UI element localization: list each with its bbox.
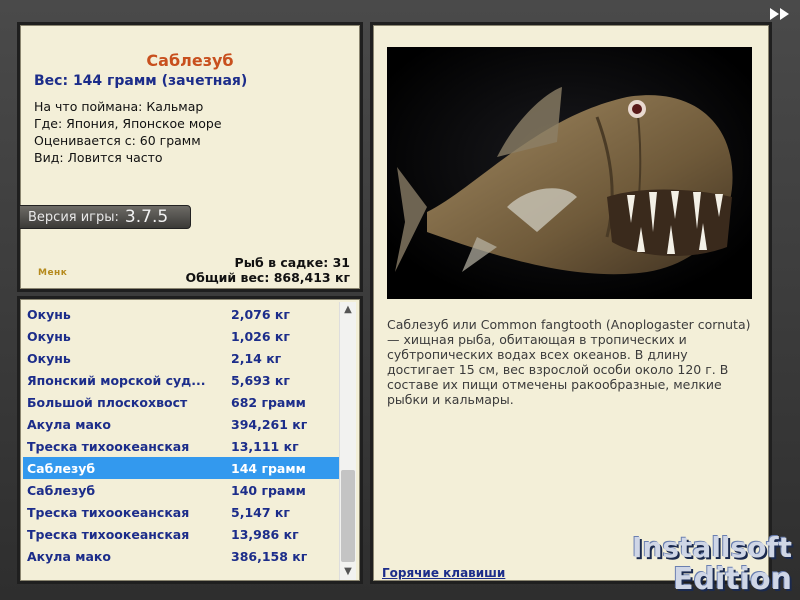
fish-in-tank: Рыб в садке: 31 bbox=[234, 255, 350, 270]
rated-from: Оценивается с: 60 грамм bbox=[34, 133, 201, 148]
watermark-line1: Installsoft bbox=[632, 531, 792, 564]
catch-fish-name: Окунь bbox=[27, 306, 71, 322]
scroll-down-icon[interactable]: ▼ bbox=[344, 566, 352, 577]
catch-list-row[interactable] bbox=[23, 369, 340, 391]
catch-list-row[interactable] bbox=[23, 391, 340, 413]
catch-fish-name: Треска тихоокеанская bbox=[27, 504, 190, 520]
catch-fish-weight: 13,986 кг bbox=[231, 526, 299, 542]
catch-fish-weight: 2,14 кг bbox=[231, 350, 282, 366]
catch-list-row[interactable] bbox=[23, 325, 340, 347]
catch-list-panel bbox=[17, 296, 363, 584]
scrollbar-thumb[interactable] bbox=[341, 470, 355, 562]
tank-stats bbox=[186, 255, 351, 285]
version-badge bbox=[19, 205, 191, 229]
catch-fish-name: Японский морской суд... bbox=[27, 372, 206, 388]
catch-fish-weight: 5,147 кг bbox=[231, 504, 290, 520]
fish-weight: Вес: 144 грамм (зачетная) bbox=[34, 73, 248, 89]
caught-on: На что поймана: Кальмар bbox=[34, 99, 204, 114]
catch-fish-weight: 386,158 кг bbox=[231, 548, 308, 564]
total-weight: Общий вес: 868,413 кг bbox=[185, 270, 350, 285]
catch-list bbox=[23, 303, 340, 567]
watermark-line2: Edition bbox=[673, 562, 792, 597]
installsoft-watermark bbox=[632, 532, 792, 596]
catch-fish-weight: 2,076 кг bbox=[231, 306, 290, 322]
catch-fish-name: Большой плоскохвост bbox=[27, 394, 188, 410]
hotkeys-link[interactable]: Горячие клавиши bbox=[382, 566, 506, 580]
catch-location: Где: Япония, Японское море bbox=[34, 116, 222, 131]
fish-properties bbox=[34, 98, 222, 166]
catch-list-row[interactable] bbox=[23, 523, 340, 545]
fish-title: Саблезуб bbox=[146, 51, 234, 70]
catch-fish-weight: 5,693 кг bbox=[231, 372, 290, 388]
version-label: Версия игры: bbox=[28, 209, 119, 225]
catch-list-row[interactable] bbox=[23, 347, 340, 369]
catch-fish-name: Саблезуб bbox=[27, 460, 96, 476]
version-number: 3.7.5 bbox=[124, 207, 169, 227]
catch-fish-weight: 394,261 кг bbox=[231, 416, 308, 432]
catch-list-row[interactable] bbox=[23, 413, 340, 435]
fish-photo bbox=[387, 47, 752, 299]
catch-fish-name: Акула мако bbox=[27, 416, 111, 432]
fish-info-panel bbox=[17, 22, 363, 292]
catch-fish-name: Окунь bbox=[27, 328, 71, 344]
mini-logo: Менк bbox=[38, 268, 68, 278]
catch-fish-name: Окунь bbox=[27, 350, 71, 366]
catch-fish-weight: 1,026 кг bbox=[231, 328, 290, 344]
catch-fish-name: Саблезуб bbox=[27, 482, 96, 498]
catch-list-row[interactable] bbox=[23, 435, 340, 457]
catch-fish-weight: 682 грамм bbox=[231, 394, 306, 410]
catch-list-row[interactable] bbox=[23, 501, 340, 523]
catch-fish-weight: 13,111 кг bbox=[231, 438, 299, 454]
fish-description: Саблезуб или Common fangtooth (Anoplogaster cornuta) — хищная рыба, обитающая в тропических и субтропических водах всех океанов. В длину достигает 15 см, вес взрослой особи около 120 г. В составе их пищи отмечены ракообразные, мелкие рыбки и кальмары. bbox=[387, 317, 751, 407]
catch-fish-weight: 144 грамм bbox=[231, 460, 306, 476]
catch-fish-name: Треска тихоокеанская bbox=[27, 438, 190, 454]
catch-fish-name: Акула мако bbox=[27, 548, 111, 564]
catch-list-row[interactable] bbox=[23, 545, 340, 567]
catch-list-row[interactable] bbox=[23, 479, 340, 501]
fish-detail-panel bbox=[370, 22, 772, 584]
catch-list-row[interactable] bbox=[23, 457, 340, 479]
scroll-up-icon[interactable]: ▲ bbox=[344, 304, 352, 315]
catch-fish-weight: 140 грамм bbox=[231, 482, 306, 498]
catch-list-row[interactable] bbox=[23, 303, 340, 325]
catch-fish-name: Треска тихоокеанская bbox=[27, 526, 190, 542]
skip-icon[interactable] bbox=[768, 6, 792, 22]
fish-kind: Вид: Ловится часто bbox=[34, 150, 163, 165]
list-scrollbar[interactable] bbox=[339, 302, 356, 580]
